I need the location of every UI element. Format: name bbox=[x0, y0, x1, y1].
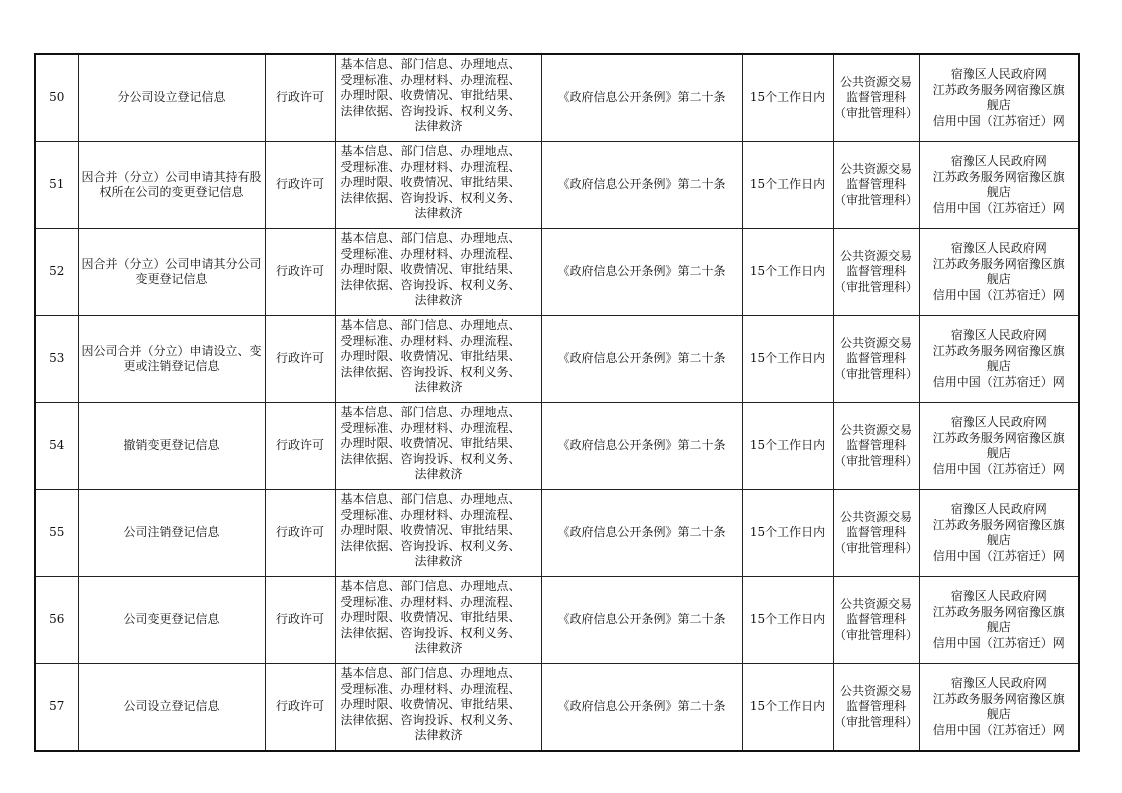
disclosure-content-cell bbox=[335, 54, 541, 142]
legal-basis-cell: 《政府信息公开条例》第二十条 bbox=[541, 229, 742, 316]
channel-line: 江苏政务服务网宿豫区旗 bbox=[932, 256, 1065, 271]
channel-line: 信用中国（江苏宿迁）网 bbox=[932, 461, 1065, 476]
responsible-dept-cell bbox=[833, 229, 919, 316]
channel-line: 舰店 bbox=[986, 359, 1011, 373]
content-line: 基本信息、部门信息、办理地点、 bbox=[340, 144, 521, 158]
row-number-cell: 51 bbox=[35, 142, 78, 229]
dept-line: 监督管理科 bbox=[845, 264, 906, 279]
dept-line: （审批管理科） bbox=[833, 105, 918, 120]
row-number-cell: 55 bbox=[35, 490, 78, 577]
legal-basis-cell: 《政府信息公开条例》第二十条 bbox=[541, 490, 742, 577]
content-line: 基本信息、部门信息、办理地点、 bbox=[340, 318, 521, 332]
content-line: 基本信息、部门信息、办理地点、 bbox=[340, 231, 521, 245]
content-line: 办理时限、收费情况、审批结果、 bbox=[340, 697, 521, 711]
deadline-cell: 15个工作日内 bbox=[742, 54, 833, 142]
dept-line: 监督管理科 bbox=[845, 699, 906, 714]
dept-line: （审批管理科） bbox=[833, 714, 918, 729]
content-line: 受理标准、办理材料、办理流程、 bbox=[340, 72, 521, 87]
content-line: 法律救济 bbox=[414, 641, 463, 655]
legal-basis-cell: 《政府信息公开条例》第二十条 bbox=[541, 664, 742, 752]
row-number-cell: 54 bbox=[35, 403, 78, 490]
responsible-dept-cell bbox=[833, 316, 919, 403]
content-line: 受理标准、办理材料、办理流程、 bbox=[340, 246, 521, 261]
publication-channel-cell bbox=[919, 229, 1079, 316]
responsible-dept-cell bbox=[833, 490, 919, 577]
item-name-cell: 分公司设立登记信息 bbox=[78, 54, 265, 142]
table-row bbox=[35, 229, 1079, 316]
dept-line: 监督管理科 bbox=[845, 438, 906, 453]
item-name-cell: 因公司合并（分立）申请设立、变更或注销登记信息 bbox=[78, 316, 265, 403]
content-line: 法律救济 bbox=[414, 728, 463, 742]
channel-line: 信用中国（江苏宿迁）网 bbox=[932, 722, 1065, 737]
content-line: 办理时限、收费情况、审批结果、 bbox=[340, 436, 521, 450]
deadline-cell: 15个工作日内 bbox=[742, 664, 833, 752]
dept-line: 监督管理科 bbox=[845, 351, 906, 366]
dept-line: （审批管理科） bbox=[833, 453, 918, 468]
publication-channel-cell bbox=[919, 142, 1079, 229]
channel-line: 江苏政务服务网宿豫区旗 bbox=[932, 691, 1065, 706]
content-line: 办理时限、收费情况、审批结果、 bbox=[340, 610, 521, 624]
channel-line: 信用中国（江苏宿迁）网 bbox=[932, 635, 1065, 650]
item-name-cell: 撤销变更登记信息 bbox=[78, 403, 265, 490]
content-line: 办理时限、收费情况、审批结果、 bbox=[340, 523, 521, 537]
disclosure-content-cell bbox=[335, 142, 541, 229]
disclosure-content-cell bbox=[335, 577, 541, 664]
content-line: 法律救济 bbox=[414, 467, 463, 481]
dept-line: 公共资源交易 bbox=[839, 248, 912, 263]
channel-line: 舰店 bbox=[986, 446, 1011, 460]
row-number-cell: 56 bbox=[35, 577, 78, 664]
dept-line: 公共资源交易 bbox=[839, 596, 912, 611]
row-number-cell: 57 bbox=[35, 664, 78, 752]
channel-line: 宿豫区人民政府网 bbox=[950, 676, 1047, 690]
content-line: 法律救济 bbox=[414, 293, 463, 307]
content-line: 受理标准、办理材料、办理流程、 bbox=[340, 594, 521, 609]
disclosure-content-cell bbox=[335, 403, 541, 490]
category-cell: 行政许可 bbox=[265, 142, 335, 229]
deadline-cell: 15个工作日内 bbox=[742, 403, 833, 490]
dept-line: 公共资源交易 bbox=[839, 422, 912, 437]
disclosure-content-cell bbox=[335, 490, 541, 577]
content-line: 办理时限、收费情况、审批结果、 bbox=[340, 175, 521, 189]
disclosure-content-cell bbox=[335, 664, 541, 752]
content-line: 法律依据、咨询投诉、权利义务、 bbox=[340, 538, 521, 553]
disclosure-content-cell bbox=[335, 316, 541, 403]
legal-basis-cell: 《政府信息公开条例》第二十条 bbox=[541, 577, 742, 664]
row-number-cell: 53 bbox=[35, 316, 78, 403]
responsible-dept-cell bbox=[833, 142, 919, 229]
item-name-cell: 因合并（分立）公司申请其持有股权所在公司的变更登记信息 bbox=[78, 142, 265, 229]
responsible-dept-cell bbox=[833, 577, 919, 664]
responsible-dept-cell bbox=[833, 403, 919, 490]
content-line: 法律依据、咨询投诉、权利义务、 bbox=[340, 190, 521, 205]
publication-channel-cell bbox=[919, 490, 1079, 577]
publication-channel-cell bbox=[919, 316, 1079, 403]
table-row bbox=[35, 142, 1079, 229]
category-cell: 行政许可 bbox=[265, 316, 335, 403]
publication-channel-cell bbox=[919, 577, 1079, 664]
dept-line: 公共资源交易 bbox=[839, 161, 912, 176]
channel-line: 宿豫区人民政府网 bbox=[950, 328, 1047, 342]
table-row bbox=[35, 316, 1079, 403]
content-line: 法律救济 bbox=[414, 380, 463, 394]
dept-line: 公共资源交易 bbox=[839, 335, 912, 350]
row-number-cell: 50 bbox=[35, 54, 78, 142]
category-cell: 行政许可 bbox=[265, 54, 335, 142]
category-cell: 行政许可 bbox=[265, 229, 335, 316]
channel-line: 舰店 bbox=[986, 707, 1011, 721]
dept-line: 监督管理科 bbox=[845, 90, 906, 105]
channel-line: 舰店 bbox=[986, 533, 1011, 547]
legal-basis-cell: 《政府信息公开条例》第二十条 bbox=[541, 142, 742, 229]
content-line: 法律依据、咨询投诉、权利义务、 bbox=[340, 451, 521, 466]
category-cell: 行政许可 bbox=[265, 664, 335, 752]
dept-line: 监督管理科 bbox=[845, 177, 906, 192]
content-line: 基本信息、部门信息、办理地点、 bbox=[340, 666, 521, 680]
channel-line: 江苏政务服务网宿豫区旗 bbox=[932, 517, 1065, 532]
dept-line: 监督管理科 bbox=[845, 525, 906, 540]
content-line: 办理时限、收费情况、审批结果、 bbox=[340, 88, 521, 102]
publication-channel-cell bbox=[919, 403, 1079, 490]
content-line: 法律救济 bbox=[414, 206, 463, 220]
responsible-dept-cell bbox=[833, 54, 919, 142]
dept-line: （审批管理科） bbox=[833, 540, 918, 555]
content-line: 法律依据、咨询投诉、权利义务、 bbox=[340, 364, 521, 379]
dept-line: 公共资源交易 bbox=[839, 74, 912, 89]
channel-line: 舰店 bbox=[986, 620, 1011, 634]
channel-line: 舰店 bbox=[986, 272, 1011, 286]
dept-line: （审批管理科） bbox=[833, 279, 918, 294]
channel-line: 信用中国（江苏宿迁）网 bbox=[932, 200, 1065, 215]
dept-line: （审批管理科） bbox=[833, 366, 918, 381]
content-line: 受理标准、办理材料、办理流程、 bbox=[340, 681, 521, 696]
deadline-cell: 15个工作日内 bbox=[742, 316, 833, 403]
dept-line: 监督管理科 bbox=[845, 612, 906, 627]
channel-line: 江苏政务服务网宿豫区旗 bbox=[932, 430, 1065, 445]
content-line: 办理时限、收费情况、审批结果、 bbox=[340, 349, 521, 363]
deadline-cell: 15个工作日内 bbox=[742, 577, 833, 664]
dept-line: 公共资源交易 bbox=[839, 683, 912, 698]
category-cell: 行政许可 bbox=[265, 490, 335, 577]
channel-line: 江苏政务服务网宿豫区旗 bbox=[932, 82, 1065, 97]
content-line: 法律依据、咨询投诉、权利义务、 bbox=[340, 277, 521, 292]
content-line: 法律救济 bbox=[414, 554, 463, 568]
deadline-cell: 15个工作日内 bbox=[742, 229, 833, 316]
channel-line: 宿豫区人民政府网 bbox=[950, 415, 1047, 429]
content-line: 基本信息、部门信息、办理地点、 bbox=[340, 579, 521, 593]
content-line: 基本信息、部门信息、办理地点、 bbox=[340, 405, 521, 419]
row-number-cell: 52 bbox=[35, 229, 78, 316]
table-row bbox=[35, 403, 1079, 490]
channel-line: 信用中国（江苏宿迁）网 bbox=[932, 113, 1065, 128]
channel-line: 信用中国（江苏宿迁）网 bbox=[932, 287, 1065, 302]
legal-basis-cell: 《政府信息公开条例》第二十条 bbox=[541, 54, 742, 142]
publication-channel-cell bbox=[919, 664, 1079, 752]
table-row bbox=[35, 664, 1079, 752]
deadline-cell: 15个工作日内 bbox=[742, 142, 833, 229]
responsible-dept-cell bbox=[833, 664, 919, 752]
channel-line: 宿豫区人民政府网 bbox=[950, 67, 1047, 81]
disclosure-table bbox=[34, 53, 1080, 752]
item-name-cell: 公司注销登记信息 bbox=[78, 490, 265, 577]
publication-channel-cell bbox=[919, 54, 1079, 142]
channel-line: 舰店 bbox=[986, 185, 1011, 199]
deadline-cell: 15个工作日内 bbox=[742, 490, 833, 577]
channel-line: 江苏政务服务网宿豫区旗 bbox=[932, 169, 1065, 184]
channel-line: 宿豫区人民政府网 bbox=[950, 154, 1047, 168]
disclosure-content-cell bbox=[335, 229, 541, 316]
legal-basis-cell: 《政府信息公开条例》第二十条 bbox=[541, 403, 742, 490]
channel-line: 宿豫区人民政府网 bbox=[950, 241, 1047, 255]
item-name-cell: 因合并（分立）公司申请其分公司变更登记信息 bbox=[78, 229, 265, 316]
content-line: 受理标准、办理材料、办理流程、 bbox=[340, 507, 521, 522]
channel-line: 宿豫区人民政府网 bbox=[950, 589, 1047, 603]
content-line: 法律救济 bbox=[414, 119, 463, 133]
disclosure-table-page bbox=[34, 53, 1078, 752]
dept-line: （审批管理科） bbox=[833, 627, 918, 642]
channel-line: 信用中国（江苏宿迁）网 bbox=[932, 548, 1065, 563]
item-name-cell: 公司设立登记信息 bbox=[78, 664, 265, 752]
item-name-cell: 公司变更登记信息 bbox=[78, 577, 265, 664]
content-line: 受理标准、办理材料、办理流程、 bbox=[340, 333, 521, 348]
content-line: 受理标准、办理材料、办理流程、 bbox=[340, 420, 521, 435]
channel-line: 宿豫区人民政府网 bbox=[950, 502, 1047, 516]
content-line: 法律依据、咨询投诉、权利义务、 bbox=[340, 712, 521, 727]
table-row bbox=[35, 490, 1079, 577]
content-line: 办理时限、收费情况、审批结果、 bbox=[340, 262, 521, 276]
content-line: 基本信息、部门信息、办理地点、 bbox=[340, 57, 521, 71]
table-body bbox=[35, 54, 1079, 751]
category-cell: 行政许可 bbox=[265, 577, 335, 664]
channel-line: 江苏政务服务网宿豫区旗 bbox=[932, 604, 1065, 619]
table-row bbox=[35, 54, 1079, 142]
content-line: 法律依据、咨询投诉、权利义务、 bbox=[340, 625, 521, 640]
content-line: 受理标准、办理材料、办理流程、 bbox=[340, 159, 521, 174]
table-row bbox=[35, 577, 1079, 664]
dept-line: （审批管理科） bbox=[833, 192, 918, 207]
channel-line: 信用中国（江苏宿迁）网 bbox=[932, 374, 1065, 389]
legal-basis-cell: 《政府信息公开条例》第二十条 bbox=[541, 316, 742, 403]
content-line: 法律依据、咨询投诉、权利义务、 bbox=[340, 103, 521, 118]
channel-line: 江苏政务服务网宿豫区旗 bbox=[932, 343, 1065, 358]
channel-line: 舰店 bbox=[986, 98, 1011, 112]
content-line: 基本信息、部门信息、办理地点、 bbox=[340, 492, 521, 506]
category-cell: 行政许可 bbox=[265, 403, 335, 490]
dept-line: 公共资源交易 bbox=[839, 509, 912, 524]
